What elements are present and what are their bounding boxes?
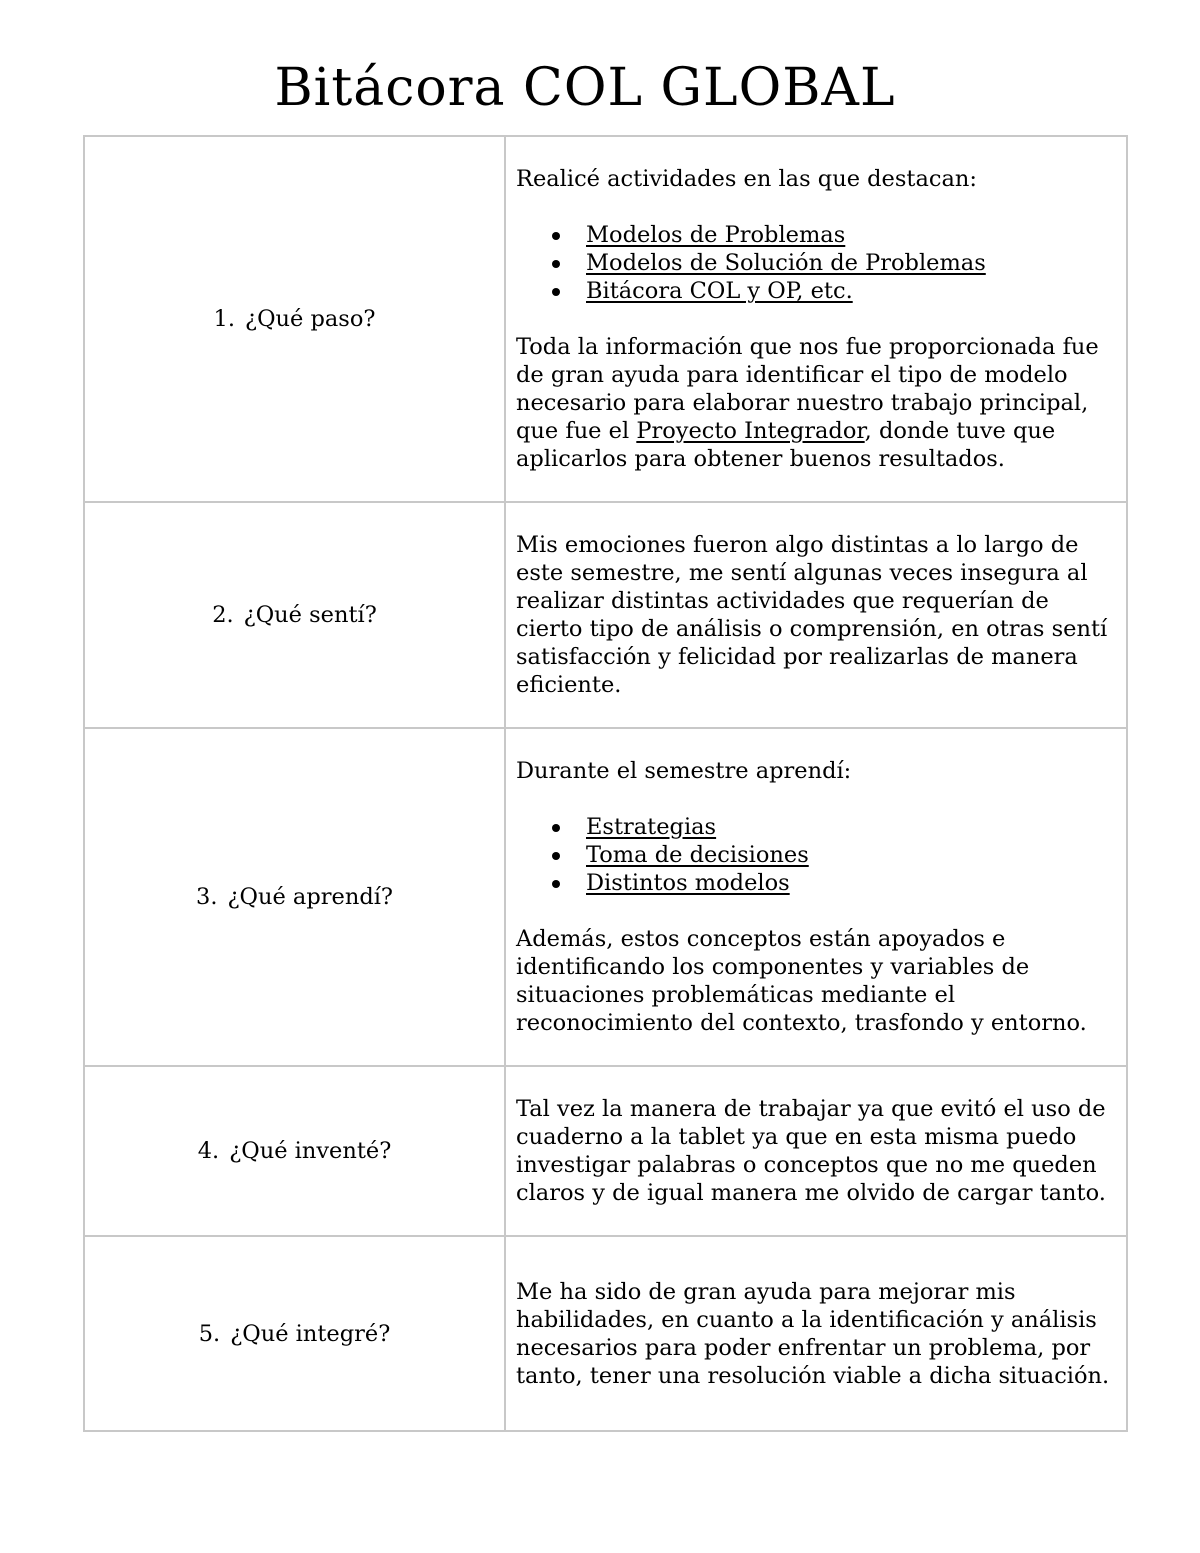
answer-cell xyxy=(505,1236,1127,1431)
table-row xyxy=(84,1236,1127,1431)
list-item xyxy=(586,221,1116,249)
list-item-text: Toma de decisiones xyxy=(586,842,809,868)
answer-cell xyxy=(505,502,1127,728)
question-number: 4. xyxy=(197,1138,220,1164)
question-text: ¿Qué inventé? xyxy=(229,1138,392,1164)
answer-list xyxy=(516,221,1116,305)
list-item-text: Distintos modelos xyxy=(586,870,790,896)
question-cell xyxy=(84,1236,505,1431)
answer-text: , donde tuve que aplicarlos para obtener buenos resultados. xyxy=(516,418,1056,472)
list-item-text: Modelos de Problemas xyxy=(586,222,846,248)
answer-paragraph: Mis emociones fueron algo distintas a lo largo de este semestre, me sentí algunas veces insegura al realizar distintas actividades que requerían de cierto tipo de análisis o comprensión, en otras sentí satisfacción y felicidad por realizarlas de manera eficiente. xyxy=(516,532,1108,698)
document-title: Bitácora COL GLOBAL xyxy=(274,58,896,118)
answer-underlined-term: Proyecto Integrador xyxy=(636,418,865,444)
answer-text: Toda la información que nos fue proporcionada fue de gran ayuda para identificar el tipo de modelo necesario para elaborar nuestro trabajo principal, que fue el xyxy=(516,334,1099,444)
answer-paragraph xyxy=(516,333,1116,473)
answer-paragraph: Me ha sido de gran ayuda para mejorar mis habilidades, en cuanto a la identificación y análisis necesarios para poder enfrentar un problema, por tanto, tener una resolución viable a dicha situación. xyxy=(516,1278,1110,1389)
list-item-text: Modelos de Solución de Problemas xyxy=(586,250,986,276)
answer-intro: Durante el semestre aprendí: xyxy=(516,758,852,784)
answer-list xyxy=(516,813,1116,897)
list-item-text: Bitácora COL y OP, etc. xyxy=(586,278,853,304)
table-row xyxy=(84,502,1127,728)
answer-paragraph: Tal vez la manera de trabajar ya que evitó el uso de cuaderno a la tablet ya que en esta misma puedo investigar palabras o conceptos que no me queden claros y de igual manera me olvido de cargar tanto. xyxy=(516,1096,1106,1206)
question-cell xyxy=(84,136,505,502)
question-text: ¿Qué integré? xyxy=(230,1320,391,1347)
list-item xyxy=(586,841,1116,869)
question-number: 2. xyxy=(212,602,234,628)
table-row xyxy=(84,728,1127,1066)
list-item xyxy=(586,249,1116,277)
list-item xyxy=(586,277,1116,305)
table-row xyxy=(84,1066,1127,1236)
answer-intro: Realicé actividades en las que destacan: xyxy=(516,166,977,192)
question-number: 5. xyxy=(198,1320,221,1347)
answer-cell xyxy=(505,728,1127,1066)
question-text: ¿Qué sentí? xyxy=(243,602,377,628)
answer-cell xyxy=(505,136,1127,502)
answer-cell xyxy=(505,1066,1127,1236)
list-item xyxy=(586,813,1116,841)
list-item-text: Estrategias xyxy=(586,814,717,840)
list-item xyxy=(586,869,1116,897)
question-number: 3. xyxy=(196,884,218,910)
question-cell xyxy=(84,728,505,1066)
question-text: ¿Qué aprendí? xyxy=(227,884,393,910)
table-row xyxy=(84,136,1127,502)
question-cell xyxy=(84,1066,505,1236)
question-cell xyxy=(84,502,505,728)
log-table xyxy=(83,135,1128,1432)
answer-paragraph: Además, estos conceptos están apoyados e identificando los componentes y variables de situaciones problemáticas mediante el reconocimiento del contexto, trasfondo y entorno. xyxy=(516,926,1087,1036)
question-number: 1. xyxy=(213,306,235,332)
question-text: ¿Qué paso? xyxy=(245,306,376,332)
